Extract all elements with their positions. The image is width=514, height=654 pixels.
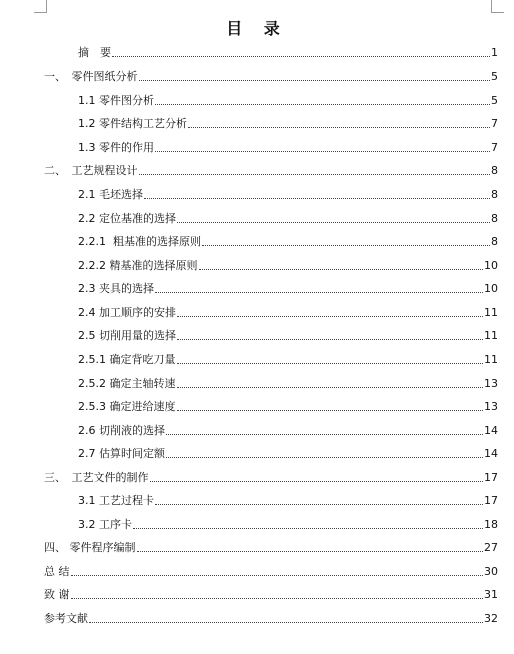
toc-entry-label: 摘 要 (78, 46, 111, 59)
toc-entry-number: 2.6 (78, 424, 99, 437)
toc-entry-label: 总 结 (44, 565, 70, 578)
toc-entry-label: 零件程序编制 (69, 541, 136, 554)
toc-entry[interactable] (78, 516, 498, 532)
toc-leader-dots (139, 80, 491, 81)
toc-entry-number: 2.2.1 (78, 235, 113, 248)
toc-entry-label: 工艺文件的制作 (71, 471, 149, 484)
toc-entry-page-number: 10 (484, 259, 498, 272)
toc-entry-label: 致 谢 (44, 588, 70, 601)
toc-leader-dots (202, 245, 490, 246)
toc-entry-number: 三、 (44, 471, 72, 484)
toc-entry[interactable] (78, 375, 498, 391)
toc-entry[interactable] (78, 327, 498, 343)
toc-entry-page-number: 5 (491, 94, 498, 107)
toc-entry-page-number: 18 (484, 518, 498, 531)
toc-entry-label: 零件结构工艺分析 (99, 117, 187, 130)
toc-entry[interactable] (78, 44, 498, 60)
toc-leader-dots (150, 481, 484, 482)
toc-entry-page-number: 14 (484, 424, 498, 437)
toc-entry[interactable] (78, 304, 498, 320)
toc-entry-number: 2.4 (78, 306, 99, 319)
toc-leader-dots (71, 575, 484, 576)
toc-leader-dots (155, 504, 483, 505)
toc-entry-page-number: 17 (484, 494, 498, 507)
toc-entry-page-number: 17 (484, 471, 498, 484)
page-corner-mark-left (34, 0, 47, 13)
toc-leader-dots (139, 174, 491, 175)
toc-entry[interactable] (78, 115, 498, 131)
toc-entry-page-number: 7 (491, 117, 498, 130)
toc-entry[interactable] (78, 210, 498, 226)
toc-leader-dots (137, 551, 484, 552)
toc-entry-label: 零件图纸分析 (71, 70, 138, 83)
toc-entry-number: 2.3 (78, 282, 99, 295)
toc-entry-label: 粗基准的选择原则 (112, 235, 201, 248)
toc-leader-dots (71, 598, 484, 599)
toc-leader-dots (144, 198, 490, 199)
toc-leader-dots (155, 292, 483, 293)
toc-entry-page-number: 27 (484, 541, 498, 554)
toc-entry[interactable] (44, 162, 498, 178)
toc-entry-label: 估算时间定额 (99, 447, 165, 460)
toc-entry-number: 1.3 (78, 141, 99, 154)
toc-leader-dots (177, 222, 490, 223)
toc-entry-label: 确定背吃刀量 (109, 353, 176, 366)
toc-entry[interactable] (78, 492, 498, 508)
toc-entry-number: 2.1 (78, 188, 99, 201)
toc-leader-dots (188, 127, 490, 128)
toc-entry-page-number: 32 (484, 612, 498, 625)
toc-leader-dots (177, 316, 483, 317)
toc-entry-number: 2.7 (78, 447, 99, 460)
toc-entry-page-number: 7 (491, 141, 498, 154)
toc-leader-dots (155, 104, 490, 105)
toc-entry-page-number: 1 (491, 46, 498, 59)
toc-entry-number: 2.5.3 (78, 400, 110, 413)
toc-entry-number: 2.5.2 (78, 377, 110, 390)
toc-entry-number: 2.5.1 (78, 353, 110, 366)
toc-entry-label: 零件图分析 (99, 94, 154, 107)
toc-entry[interactable] (78, 422, 498, 438)
toc-entry-page-number: 5 (491, 70, 498, 83)
toc-entry-page-number: 11 (484, 306, 498, 319)
toc-entry[interactable] (44, 469, 498, 485)
toc-entry-number: 3.1 (78, 494, 99, 507)
toc-entry-page-number: 8 (491, 188, 498, 201)
toc-leader-dots (177, 387, 484, 388)
toc-leader-dots (112, 56, 490, 57)
toc-entry-label: 参考文献 (44, 612, 88, 625)
toc-entry-number: 二、 (44, 164, 72, 177)
toc-entry-label: 定位基准的选择 (99, 212, 176, 225)
toc-entry-label: 加工顺序的安排 (99, 306, 176, 319)
toc-entry-number: 1.1 (78, 94, 99, 107)
toc-entry-number: 2.5 (78, 329, 99, 342)
toc-entry[interactable] (78, 186, 498, 202)
toc-entry-label: 工艺规程设计 (71, 164, 138, 177)
toc-leader-dots (89, 622, 483, 623)
toc-leader-dots (133, 528, 483, 529)
toc-entry[interactable] (78, 139, 498, 155)
toc-entry-page-number: 8 (491, 164, 498, 177)
toc-leader-dots (177, 410, 484, 411)
page-title: 目 录 (226, 19, 288, 38)
toc-leader-dots (177, 339, 483, 340)
toc-entry-number: 3.2 (78, 518, 99, 531)
toc-entry[interactable] (78, 445, 498, 461)
toc-entry[interactable] (78, 280, 498, 296)
toc-entry-label: 工艺过程卡 (99, 494, 154, 507)
toc-entry-label: 精基准的选择原则 (109, 259, 198, 272)
toc-leader-dots (166, 457, 483, 458)
toc-entry[interactable] (44, 563, 498, 579)
toc-entry[interactable] (78, 92, 498, 108)
toc-entry-label: 夹具的选择 (99, 282, 154, 295)
toc-entry-number: 一、 (44, 70, 72, 83)
toc-leader-dots (177, 363, 484, 364)
toc-entry-page-number: 11 (484, 353, 498, 366)
toc-entry[interactable] (44, 539, 498, 555)
toc-entry-page-number: 10 (484, 282, 498, 295)
toc-entry[interactable] (44, 586, 498, 602)
toc-entry-label: 切削液的选择 (99, 424, 165, 437)
toc-entry[interactable] (44, 68, 498, 84)
toc-entry-page-number: 30 (484, 565, 498, 578)
toc-entry[interactable] (78, 351, 498, 367)
toc-leader-dots (166, 434, 483, 435)
toc-entry-page-number: 13 (484, 400, 498, 413)
toc-leader-dots (155, 151, 490, 152)
toc-entry-page-number: 31 (484, 588, 498, 601)
toc-entry-page-number: 8 (491, 212, 498, 225)
toc-entry-page-number: 11 (484, 329, 498, 342)
toc-entry-page-number: 8 (491, 235, 498, 248)
toc-entry[interactable] (78, 257, 498, 273)
toc-entry-label: 零件的作用 (99, 141, 154, 154)
toc-entry-label: 切削用量的选择 (99, 329, 176, 342)
toc-entry-number: 四、 (44, 541, 70, 554)
toc-entry-number: 2.2.2 (78, 259, 110, 272)
toc-entry-label: 工序卡 (99, 518, 132, 531)
toc-entry-page-number: 13 (484, 377, 498, 390)
toc-leader-dots (199, 269, 484, 270)
toc-entry-label: 确定主轴转速 (109, 377, 176, 390)
toc-entry-page-number: 14 (484, 447, 498, 460)
toc-entry-label: 毛坯选择 (99, 188, 143, 201)
toc-entry[interactable] (78, 398, 498, 414)
toc-entry-number: 2.2 (78, 212, 99, 225)
toc-entry-number: 1.2 (78, 117, 99, 130)
page-corner-mark-right (491, 0, 504, 13)
toc-entry-label: 确定进给速度 (109, 400, 176, 413)
toc-entry[interactable] (78, 233, 498, 249)
toc-entry[interactable] (44, 610, 498, 626)
